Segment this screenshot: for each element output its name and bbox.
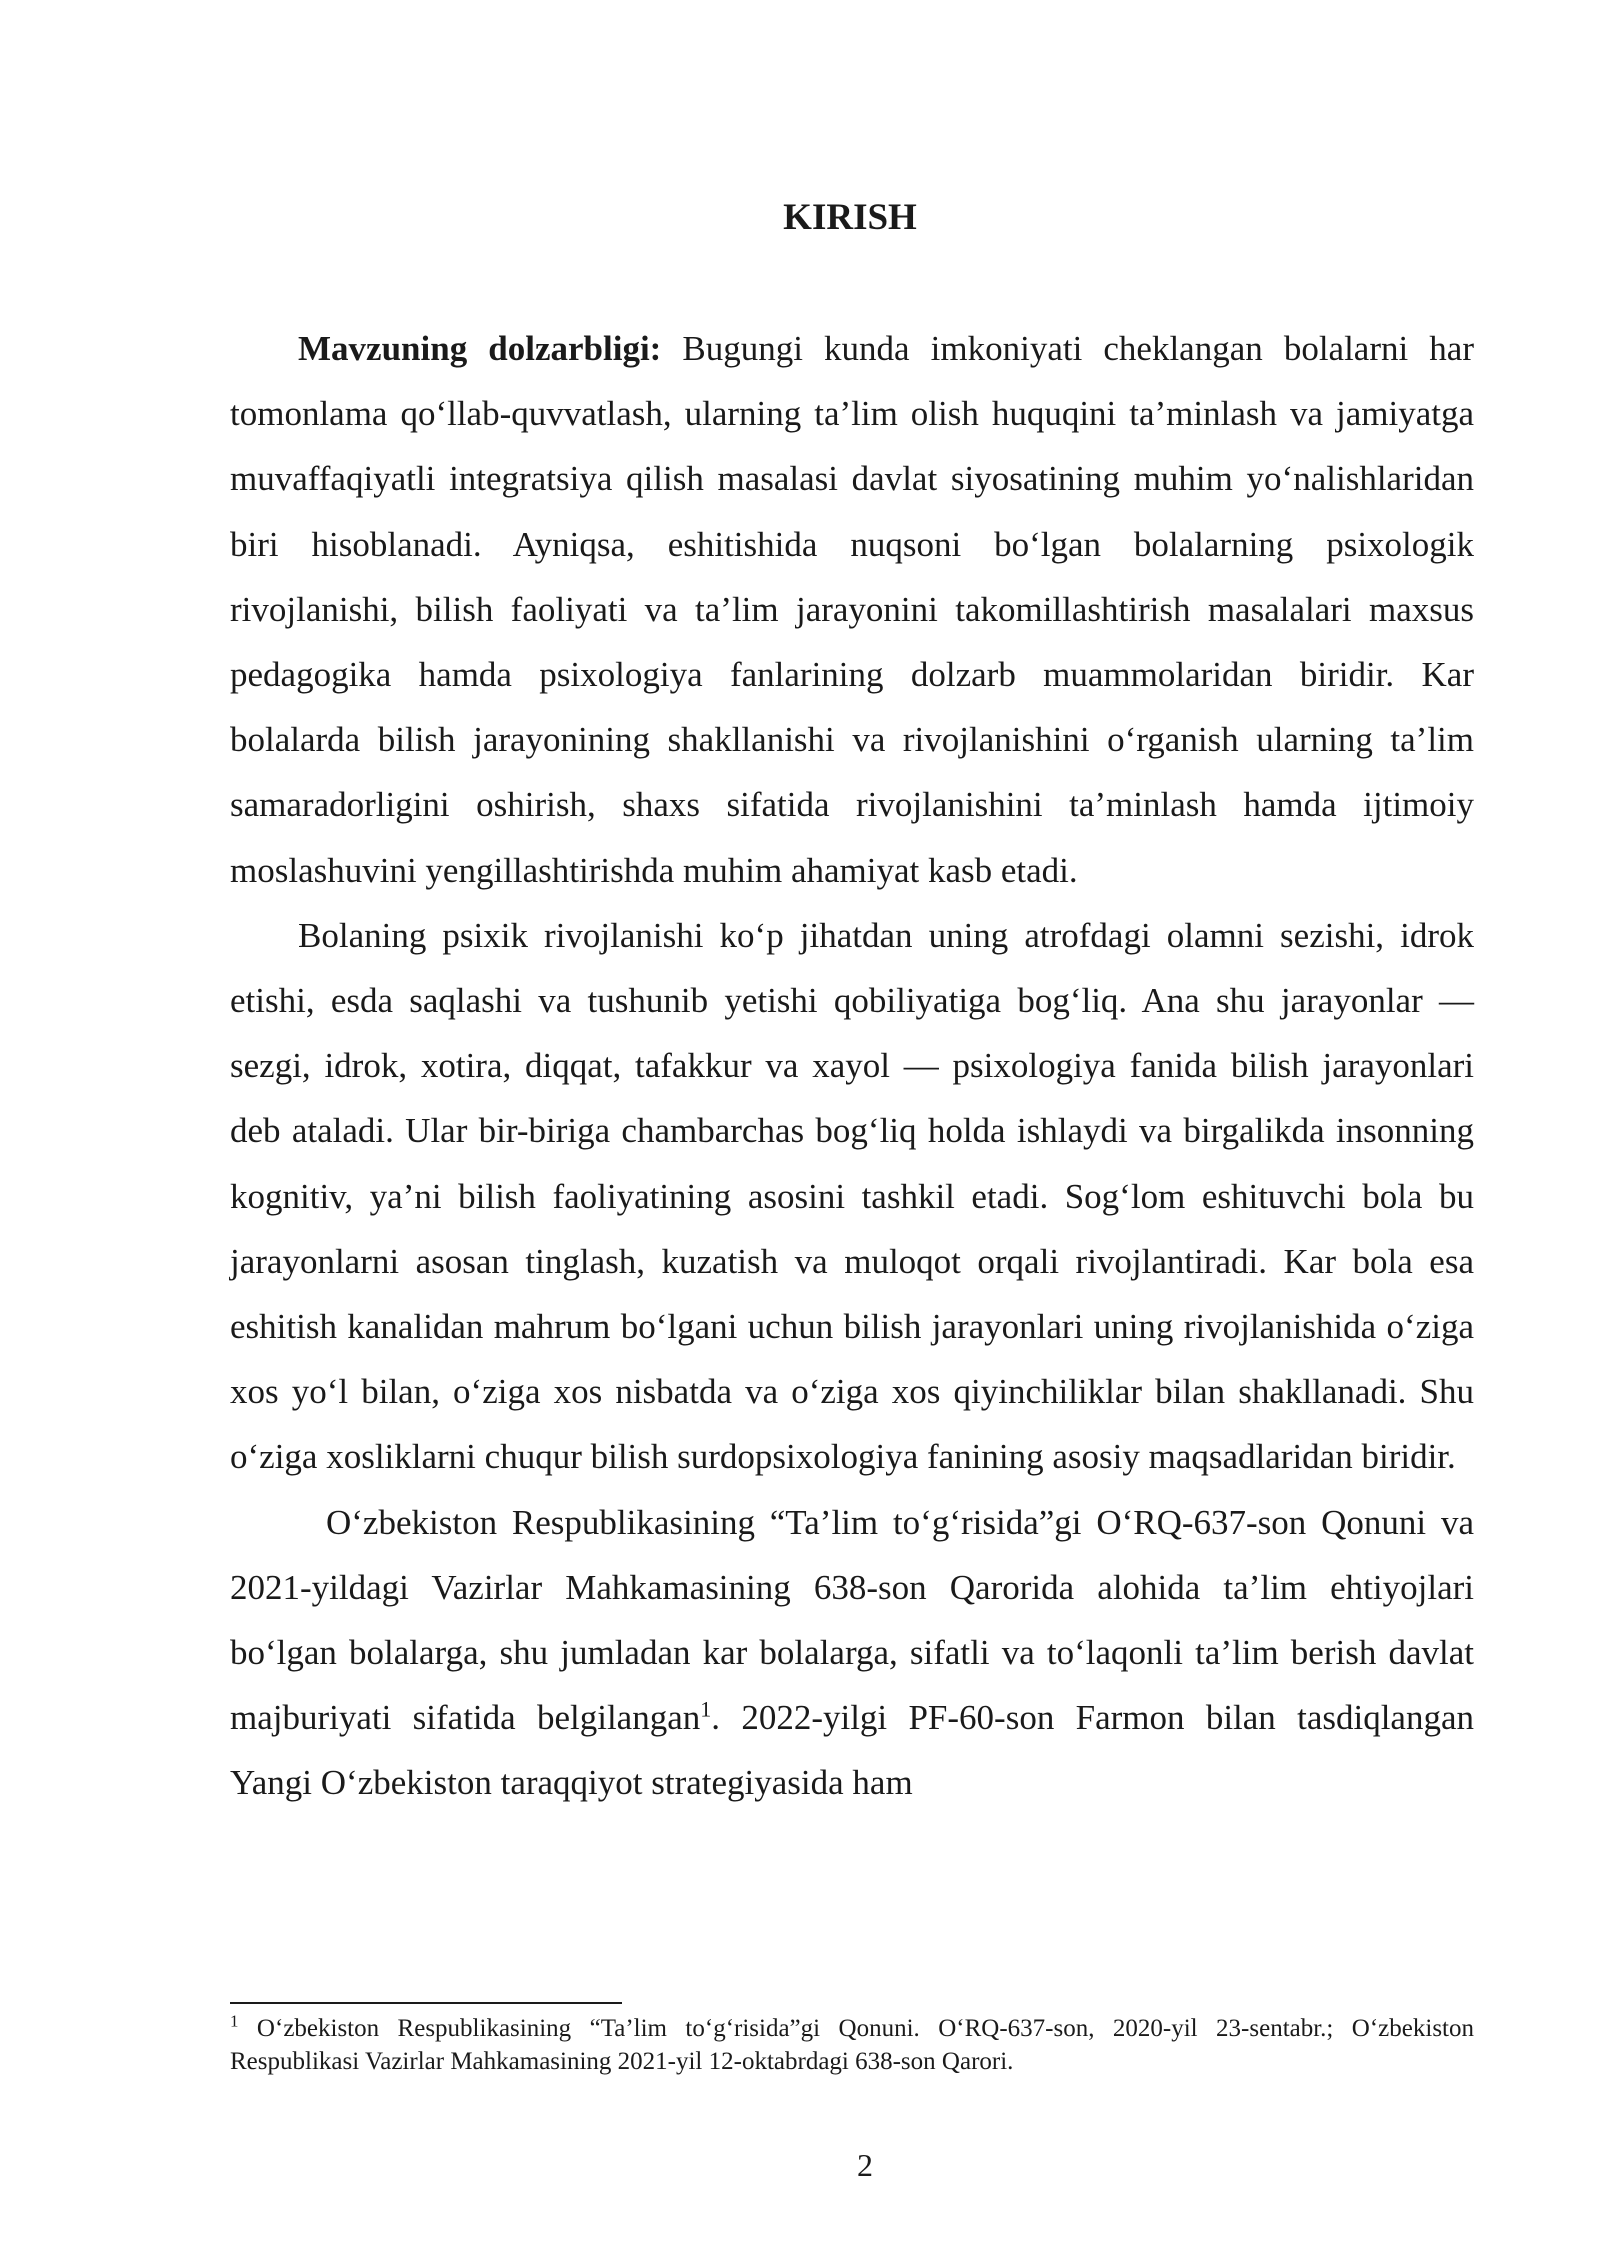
section-heading: KIRISH xyxy=(783,197,917,238)
footnote xyxy=(230,2012,1474,2078)
page-number: 2 xyxy=(857,2147,873,2183)
paragraph-legislation xyxy=(230,1490,1474,1816)
footnote-reference[interactable]: 1 xyxy=(700,1696,712,1722)
legislation-text-after: . 2022-yilgi PF-60-son Farmon bilan tasdiqlangan Yangi O‘zbekiston taraqqiyot strategiyasida ham xyxy=(230,1698,1475,1803)
footnote-text: O‘zbekiston Respublikasining “Ta’lim to‘g‘risida”gi Qonuni. O‘RQ-637-son, 2020-yil 23-sentabr.; O‘zbekiston Respublikasi Vazirlar Mahkamasining 2021-yil 12-oktabrdagi 638-son Qarori. xyxy=(230,2015,1474,2075)
legislation-text-before: O‘zbekiston Respublikasining “Ta’lim to‘g‘risida”gi O‘RQ-637-son Qonuni va 2021-yildagi Vazirlar Mahkamasining 638-son Qarorida alohida ta’lim ehtiyojlari bo‘lgan bolalarga, shu jumladan kar bolalarga, sifatli va to‘laqonli ta’lim berish davlat majburiyati sifatida belgilangan xyxy=(230,1502,1474,1738)
footnote-marker: 1 xyxy=(230,2011,239,2031)
relevance-lead: Mavzuning dolzarbligi: xyxy=(298,329,662,368)
relevance-text: Bugungi kunda imkoniyati cheklangan bolalarni har tomonlama qo‘llab-quvvatlash, ularning ta’lim olish huquqini ta’minlash va jamiyatga muvaffaqiyatli integratsiya qilish masalasi davlat siyosatining muhim yo‘nalishlaridan biri hisoblanadi. Ayniqsa, eshitishida nuqsoni bo‘lgan bolalarning psixologik rivojlanishi, bilish faoliyati va ta’lim jarayonini takomillashtirish masalalari maxsus pedagogika hamda psixologiya fanlarining dolzarb muammolaridan biridir. Kar bolalarda bilish jarayonining shakllanishi va rivojlanishini o‘rganish ularning ta’lim samaradorligini oshirish, shaxs sifatida rivojlanishini ta’minlash hamda ijtimoiy moslashuvini yengillashtirishda muhim ahamiyat kasb etadi. xyxy=(230,329,1474,890)
paragraph-relevance xyxy=(230,316,1474,903)
body-text xyxy=(230,316,1474,1816)
footnote-separator xyxy=(230,2002,622,2004)
paragraph-cognitive: Bolaning psixik rivojlanishi ko‘p jihatdan uning atrofdagi olamni sezishi, idrok etishi, esda saqlashi va tushunib yetishi qobiliyatiga bog‘liq. Ana shu jarayonlar — sezgi, idrok, xotira, diqqat, tafakkur va xayol — psixologiya fanida bilish jarayonlari deb ataladi. Ular bir-biriga chambarchas bog‘liq holda ishlaydi va birgalikda insonning kognitiv, ya’ni bilish faoliyatining asosini tashkil etadi. Sog‘lom eshituvchi bola bu jarayonlarni asosan tinglash, kuzatish va muloqot orqali rivojlantiradi. Kar bola esa eshitish kanalidan mahrum bo‘lgani uchun bilish jarayonlari uning rivojlanishida o‘ziga xos yo‘l bilan, o‘ziga xos nisbatda va o‘ziga xos qiyinchiliklar bilan shakllanadi. Shu o‘ziga xosliklarni chuqur bilish surdopsixologiya fanining asosiy maqsadlaridan biridir. xyxy=(230,915,1474,1477)
